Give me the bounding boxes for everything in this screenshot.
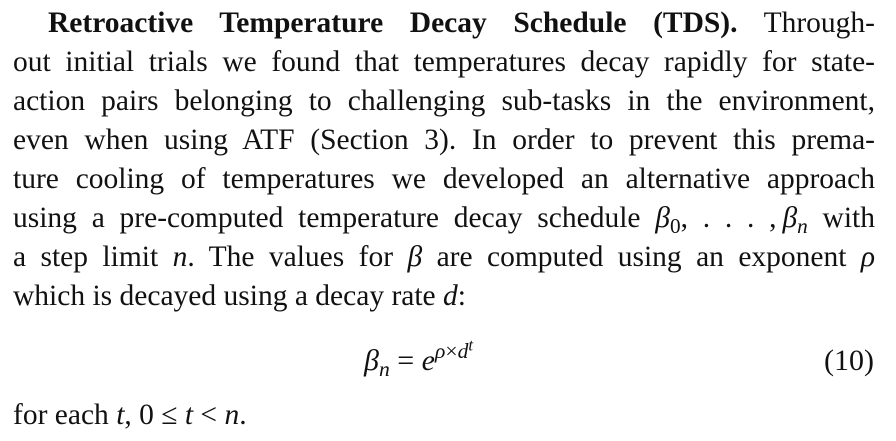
line4-text: even when using ATF (Section 3). In order to prevent this prema-	[13, 124, 875, 156]
paragraph-line-8	[13, 277, 875, 316]
eq-equals: =	[397, 344, 415, 377]
paragraph-line-2	[13, 43, 875, 82]
paragraph-line-3	[13, 82, 875, 121]
beta-subscript-0: 0	[669, 213, 681, 238]
eq-beta-subscript: n	[378, 357, 390, 382]
eq-exp-rho: ρ	[435, 339, 446, 364]
eq-beta: β	[364, 344, 379, 377]
eq-exponent	[435, 335, 474, 364]
line7-post: are computed using an exponent	[436, 241, 847, 273]
eq-exp-times: ×	[445, 339, 458, 364]
equation-number: (10)	[824, 344, 874, 377]
paragraph-line-5	[13, 160, 875, 199]
ellipsis: , . . . ,	[680, 202, 777, 234]
line5-text: ture cooling of temperatures we developed an alternative approach	[13, 163, 875, 195]
variable-t: t	[116, 399, 125, 431]
line7-pre: a step limit	[13, 241, 159, 273]
variable-n: n	[172, 241, 188, 273]
line2-text: out initial trials we found that temperatures decay rapidly for state-	[13, 46, 875, 78]
beta-symbol: β	[655, 202, 670, 234]
line1-rest: Through-	[763, 7, 875, 39]
beta-symbol: β	[407, 241, 423, 273]
footer-line	[13, 396, 875, 435]
less-than: <	[200, 399, 218, 431]
equation-body	[364, 335, 474, 382]
footer-pre: for each	[13, 399, 109, 431]
paragraph-line-1	[48, 4, 875, 43]
beta-symbol: β	[782, 202, 798, 234]
eq-exp-d: d	[457, 339, 469, 364]
variable-n: n	[224, 399, 240, 431]
line6-pre: using a pre-computed temperature decay schedule	[13, 202, 641, 234]
paragraph-line-4	[13, 121, 875, 160]
paragraph-heading: Retroactive Temperature Decay Schedule (TDS).	[48, 7, 738, 39]
beta-subscript-n: n	[797, 213, 808, 238]
line8-pre: which is decayed using a decay rate	[13, 280, 436, 312]
paragraph-line-7	[13, 238, 875, 277]
beta-range	[655, 202, 808, 238]
rho-symbol: ρ	[860, 241, 876, 273]
eq-base: e	[421, 344, 435, 377]
line8-post: :	[457, 280, 466, 312]
variable-d: d	[443, 280, 458, 312]
eq-exp-t: t	[468, 335, 474, 355]
paragraph-line-6	[13, 199, 875, 238]
line3-text: action pairs belonging to challenging sub-tasks in the environment,	[13, 85, 875, 117]
variable-t: t	[184, 399, 194, 431]
footer-mid: , 0 ≤	[124, 399, 178, 431]
line6-post: with	[822, 202, 875, 234]
footer-post: .	[239, 399, 247, 431]
equation-10	[0, 335, 896, 382]
line7-n-with-mid	[173, 241, 393, 273]
line7-mid: . The values for	[187, 241, 394, 273]
